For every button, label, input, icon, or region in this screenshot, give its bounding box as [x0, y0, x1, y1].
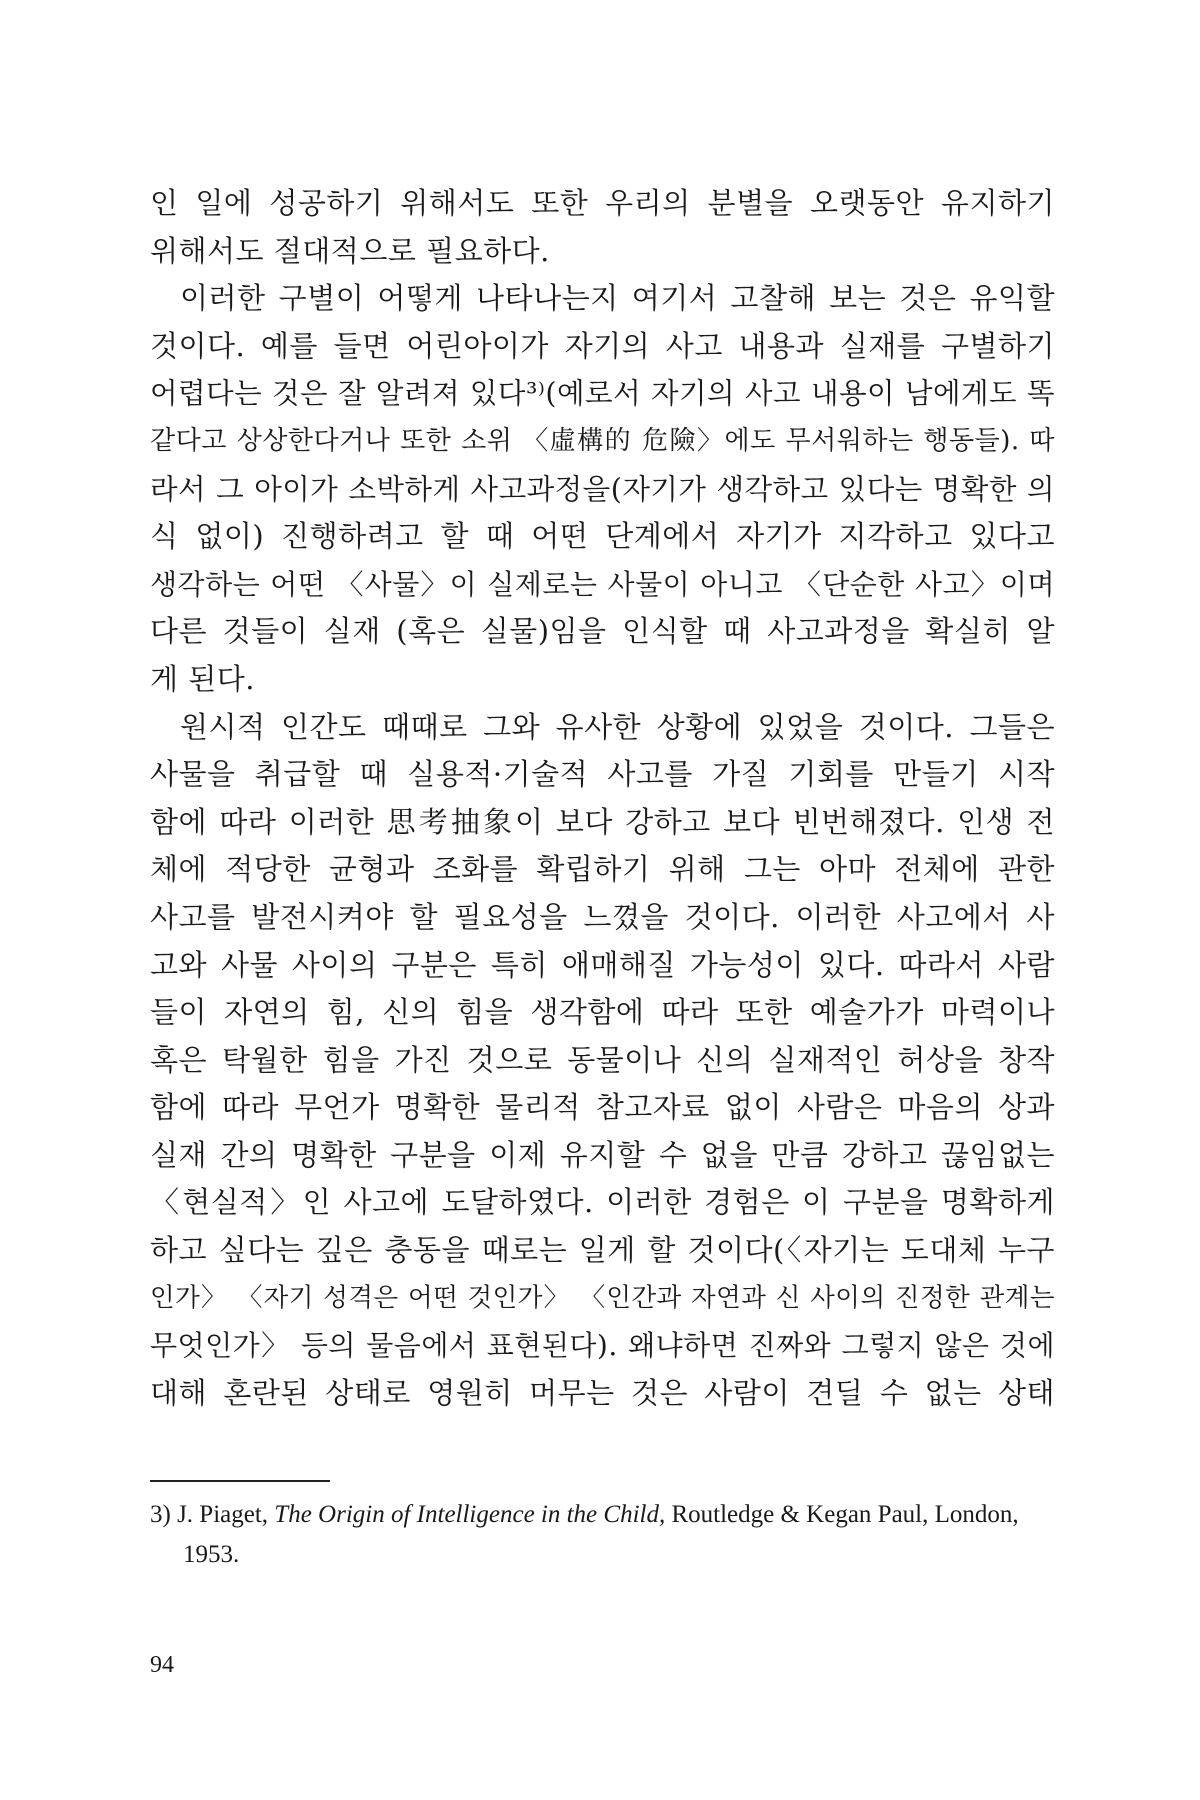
footnote [150, 1495, 1055, 1575]
text-line: 라서 그 아이가 소박하게 사고과정을(자기가 생각하고 있다는 명확한 의 [150, 472, 1055, 506]
text-line: 다른 것들이 실재 (혹은 실물)임을 인식할 때 사고과정을 확실히 알 [150, 614, 1055, 649]
text-line: 함에 따라 이러한 思考抽象이 보다 강하고 보다 빈번해졌다. 인생 전 [150, 804, 1055, 839]
paragraph-first-line: 이러한 구별이 어떻게 나타나는지 여기서 고찰해 보는 것은 유익할 [180, 281, 1055, 316]
text-line: 고와 사물 사이의 구분은 특히 애매해질 가능성이 있다. 따라서 사람 [150, 947, 1055, 982]
footnote-publisher: Routledge & Kegan Paul, London, [671, 1501, 1019, 1528]
text-line: 위해서도 절대적으로 필요하다. [150, 233, 550, 268]
text-line: 게 된다. [150, 661, 255, 696]
footnote-marker: 3) [150, 1501, 171, 1528]
text-line: 하고 싶다는 깊은 충동을 때로는 일게 할 것이다(〈자기는 도대체 누구 [150, 1233, 1055, 1268]
footnote-line [150, 1495, 1055, 1535]
text-line: 어렵다는 것은 잘 알려져 있다³⁾(예로서 자기의 사고 내용이 남에게도 똑 [150, 377, 1055, 411]
text-line: 체에 적당한 균형과 조화를 확립하기 위해 그는 아마 전체에 관한 [150, 852, 1055, 887]
text-line: 식 없이) 진행하려고 할 때 어떤 단계에서 자기가 지각하고 있다고 [150, 519, 1055, 554]
text-line: 같다고 상상한다거나 또한 소위 〈虛構的 危險〉에도 무서워하는 행동들). 따 [150, 425, 1055, 456]
text-line: 생각하는 어떤 〈사물〉이 실제로는 사물이 아니고 〈단순한 사고〉이며 [150, 567, 1055, 601]
footnote-author: J. Piaget, [177, 1501, 269, 1528]
text-line: 들이 자연의 힘, 신의 힘을 생각함에 따라 또한 예술가가 마력이나 [150, 995, 1055, 1030]
text-line: 무엇인가〉 등의 물음에서 표현된다). 왜냐하면 진짜와 그렇지 않은 것에 [150, 1329, 1055, 1363]
text-line: 사물을 취급할 때 실용적·기술적 사고를 가질 기회를 만들기 시작 [150, 757, 1055, 792]
text-line: 함에 따라 무언가 명확한 물리적 참고자료 없이 사람은 마음의 상과 [150, 1090, 1055, 1125]
text-line: 사고를 발전시켜야 할 필요성을 느꼈을 것이다. 이러한 사고에서 사 [150, 899, 1055, 934]
footnote-rule [150, 1480, 330, 1482]
text-line: 것이다. 예를 들면 어린아이가 자기의 사고 내용과 실재를 구별하기 [150, 328, 1055, 363]
footnote-year: 1953. [183, 1541, 240, 1568]
text-line: 인가〉 〈자기 성격은 어떤 것인가〉 〈인간과 자연과 신 사이의 진정한 관계는 [150, 1282, 1055, 1313]
page-number: 94 [150, 1652, 174, 1678]
text-line: 〈현실적〉인 사고에 도달하였다. 이러한 경험은 이 구분을 명확하게 [150, 1185, 1055, 1220]
body-text [150, 180, 1055, 1417]
text-line: 실재 간의 명확한 구분을 이제 유지할 수 없을 만큼 강하고 끊임없는 [150, 1137, 1055, 1172]
text-line: 인 일에 성공하기 위해서도 또한 우리의 분별을 오랫동안 유지하기 [150, 186, 1055, 220]
footnote-title: The Origin of Intelligence in the Child, [274, 1501, 666, 1528]
paragraph-first-line: 원시적 인간도 때때로 그와 유사한 상황에 있었을 것이다. 그들은 [180, 709, 1055, 744]
text-line: 대해 혼란된 상태로 영원히 머무는 것은 사람이 견딜 수 없는 상태 [150, 1375, 1055, 1410]
text-line: 혹은 탁월한 힘을 가진 것으로 동물이나 신의 실재적인 허상을 창작 [150, 1042, 1055, 1077]
